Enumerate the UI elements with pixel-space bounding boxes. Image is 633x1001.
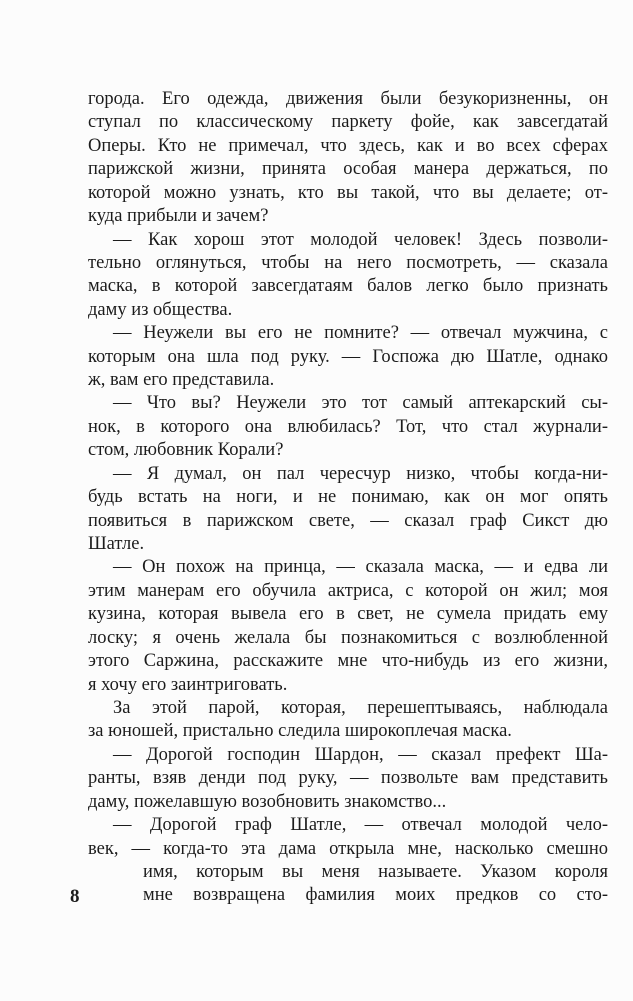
text-line: будь встать на ноги, и не понимаю, как он мог опять: [88, 487, 608, 508]
text-line: ранты, взяв денди под руку, — позвольте вам представить: [88, 768, 608, 789]
text-line: Шатле.: [88, 534, 145, 555]
text-line: ступал по классическому паркету фойе, как завсегдатай: [88, 112, 608, 133]
text-line: маска, в которой завсегдатаям балов легко было признать: [88, 276, 608, 297]
page-text-block: [88, 88, 608, 908]
text-line: появиться в парижском свете, — сказал граф Сикст дю: [88, 510, 608, 531]
text-line: нок, в которого она влюбилась? Тот, что стал журнали-: [88, 416, 608, 437]
text-line: мне возвращена фамилия моих предков со сто-: [143, 885, 608, 906]
text-line: даму из общества.: [88, 299, 233, 320]
text-line: этим манерам его обучила актриса, с которой он жил; моя: [88, 580, 608, 601]
text-line: которым она шла под руку. — Госпожа дю Шатле, однако: [88, 346, 608, 367]
text-line: — Неужели вы его не помните? — отвечал мужчина, с: [113, 323, 608, 344]
text-line: Оперы. Кто не примечал, что здесь, как и во всех сферах: [88, 135, 608, 156]
text-line: — Дорогой господин Шардон, — сказал префект Ша-: [113, 744, 608, 765]
text-line: имя, которым вы меня называете. Указом короля: [143, 861, 608, 882]
text-line: куда прибыли и зачем?: [88, 206, 269, 227]
text-line: — Дорогой граф Шатле, — отвечал молодой чело-: [113, 815, 608, 836]
text-line: парижской жизни, принята особая манера держаться, по: [88, 159, 608, 180]
text-line: города. Его одежда, движения были безукоризненны, он: [88, 89, 608, 109]
text-line: ж, вам его представила.: [88, 370, 275, 391]
text-line: за юношей, пристально следила широкоплечая маска.: [88, 721, 512, 742]
text-line: тельно оглянуться, чтобы на него посмотреть, — сказала: [88, 252, 608, 273]
text-line: кузина, которая вывела его в свет, не сумела придать ему: [88, 604, 608, 625]
text-line: — Как хорош этот молодой человек! Здесь позволи-: [113, 229, 608, 250]
text-line: — Он похож на принца, — сказала маска, — и едва ли: [113, 557, 608, 578]
text-line: век, — когда-то эта дама открыла мне, насколько смешно: [88, 838, 608, 859]
text-line: которой можно узнать, кто вы такой, что вы делаете; от-: [88, 182, 608, 203]
text-line: я хочу его заинтриговать.: [88, 674, 288, 695]
text-line: — Я думал, он пал чересчур низко, чтобы когда-ни-: [113, 463, 608, 484]
text-line: стом, любовник Корали?: [88, 440, 284, 461]
text-line: За этой парой, которая, перешептываясь, наблюдала: [113, 697, 608, 718]
text-line: этого Саржина, расскажите мне что-нибудь из его жизни,: [88, 651, 608, 672]
text-line: — Что вы? Неужели это тот самый аптекарский сы-: [113, 393, 608, 414]
page-number: 8: [70, 886, 80, 907]
text-line: даму, пожелавшую возобновить знакомство...: [88, 791, 447, 812]
text-line: лоску; я очень желала бы познакомиться с возлюбленной: [88, 627, 608, 648]
